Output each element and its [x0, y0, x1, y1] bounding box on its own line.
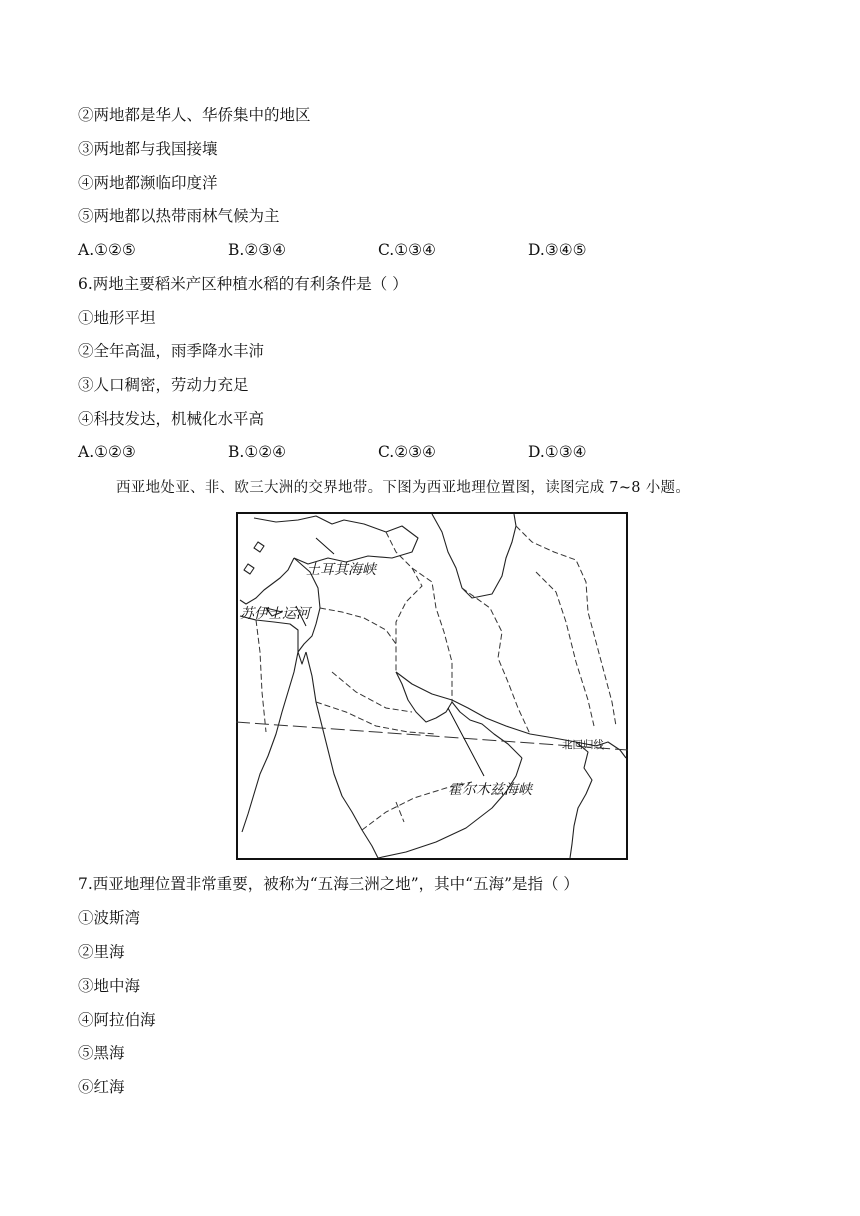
q5-item: ③两地都与我国接壤 — [78, 140, 218, 158]
q7-item: ⑥红海 — [78, 1078, 125, 1096]
q6-item: ②全年高温，雨季降水丰沛 — [78, 342, 265, 360]
map-label-suez-canal: 苏伊士运河 — [240, 606, 310, 622]
q6-item: ③人口稠密，劳动力充足 — [78, 376, 249, 394]
q6-option-d: D.①③④ — [528, 443, 587, 461]
west-asia-map — [236, 512, 628, 860]
q6-option-c: C.②③④ — [378, 443, 436, 461]
q6-item: ④科技发达，机械化水平高 — [78, 410, 265, 428]
q7-item: ⑤黑海 — [78, 1044, 125, 1062]
q6-stem: 6.两地主要稻米产区种植水稻的有利条件是（ ） — [78, 275, 408, 293]
q6-option-a: A.①②③ — [78, 443, 136, 461]
q6-item: ①地形平坦 — [78, 309, 156, 327]
q7-stem: 7.西亚地理位置非常重要，被称为“五海三洲之地”，其中“五海”是指（ ） — [78, 875, 579, 893]
q7-item: ①波斯湾 — [78, 909, 141, 927]
q5-option-d: D.③④⑤ — [528, 241, 587, 259]
q5-item: ④两地都濒临印度洋 — [78, 174, 218, 192]
q7-item: ④阿拉伯海 — [78, 1011, 156, 1029]
map-label-tropic: 北回归线 — [562, 739, 604, 751]
q5-option-c: C.①③④ — [378, 241, 436, 259]
q5-item: ②两地都是华人、华侨集中的地区 — [78, 106, 311, 124]
q6-option-b: B.①②④ — [228, 443, 287, 461]
q5-option-b: B.②③④ — [228, 241, 287, 259]
q7-item: ②里海 — [78, 943, 125, 961]
section-intro: 西亚地处亚、非、欧三大洲的交界地带。下图为西亚地理位置图，读图完成 7~8 小题。 — [116, 480, 691, 496]
map-label-hormuz: 霍尔木兹海峡 — [448, 782, 532, 798]
q5-option-a: A.①②⑤ — [78, 241, 136, 259]
map-svg — [236, 512, 628, 860]
map-label-turkish-strait: 土耳其海峡 — [306, 562, 376, 578]
q5-item: ⑤两地都以热带雨林气候为主 — [78, 207, 280, 225]
map-frame — [237, 513, 627, 859]
q7-item: ③地中海 — [78, 977, 141, 995]
